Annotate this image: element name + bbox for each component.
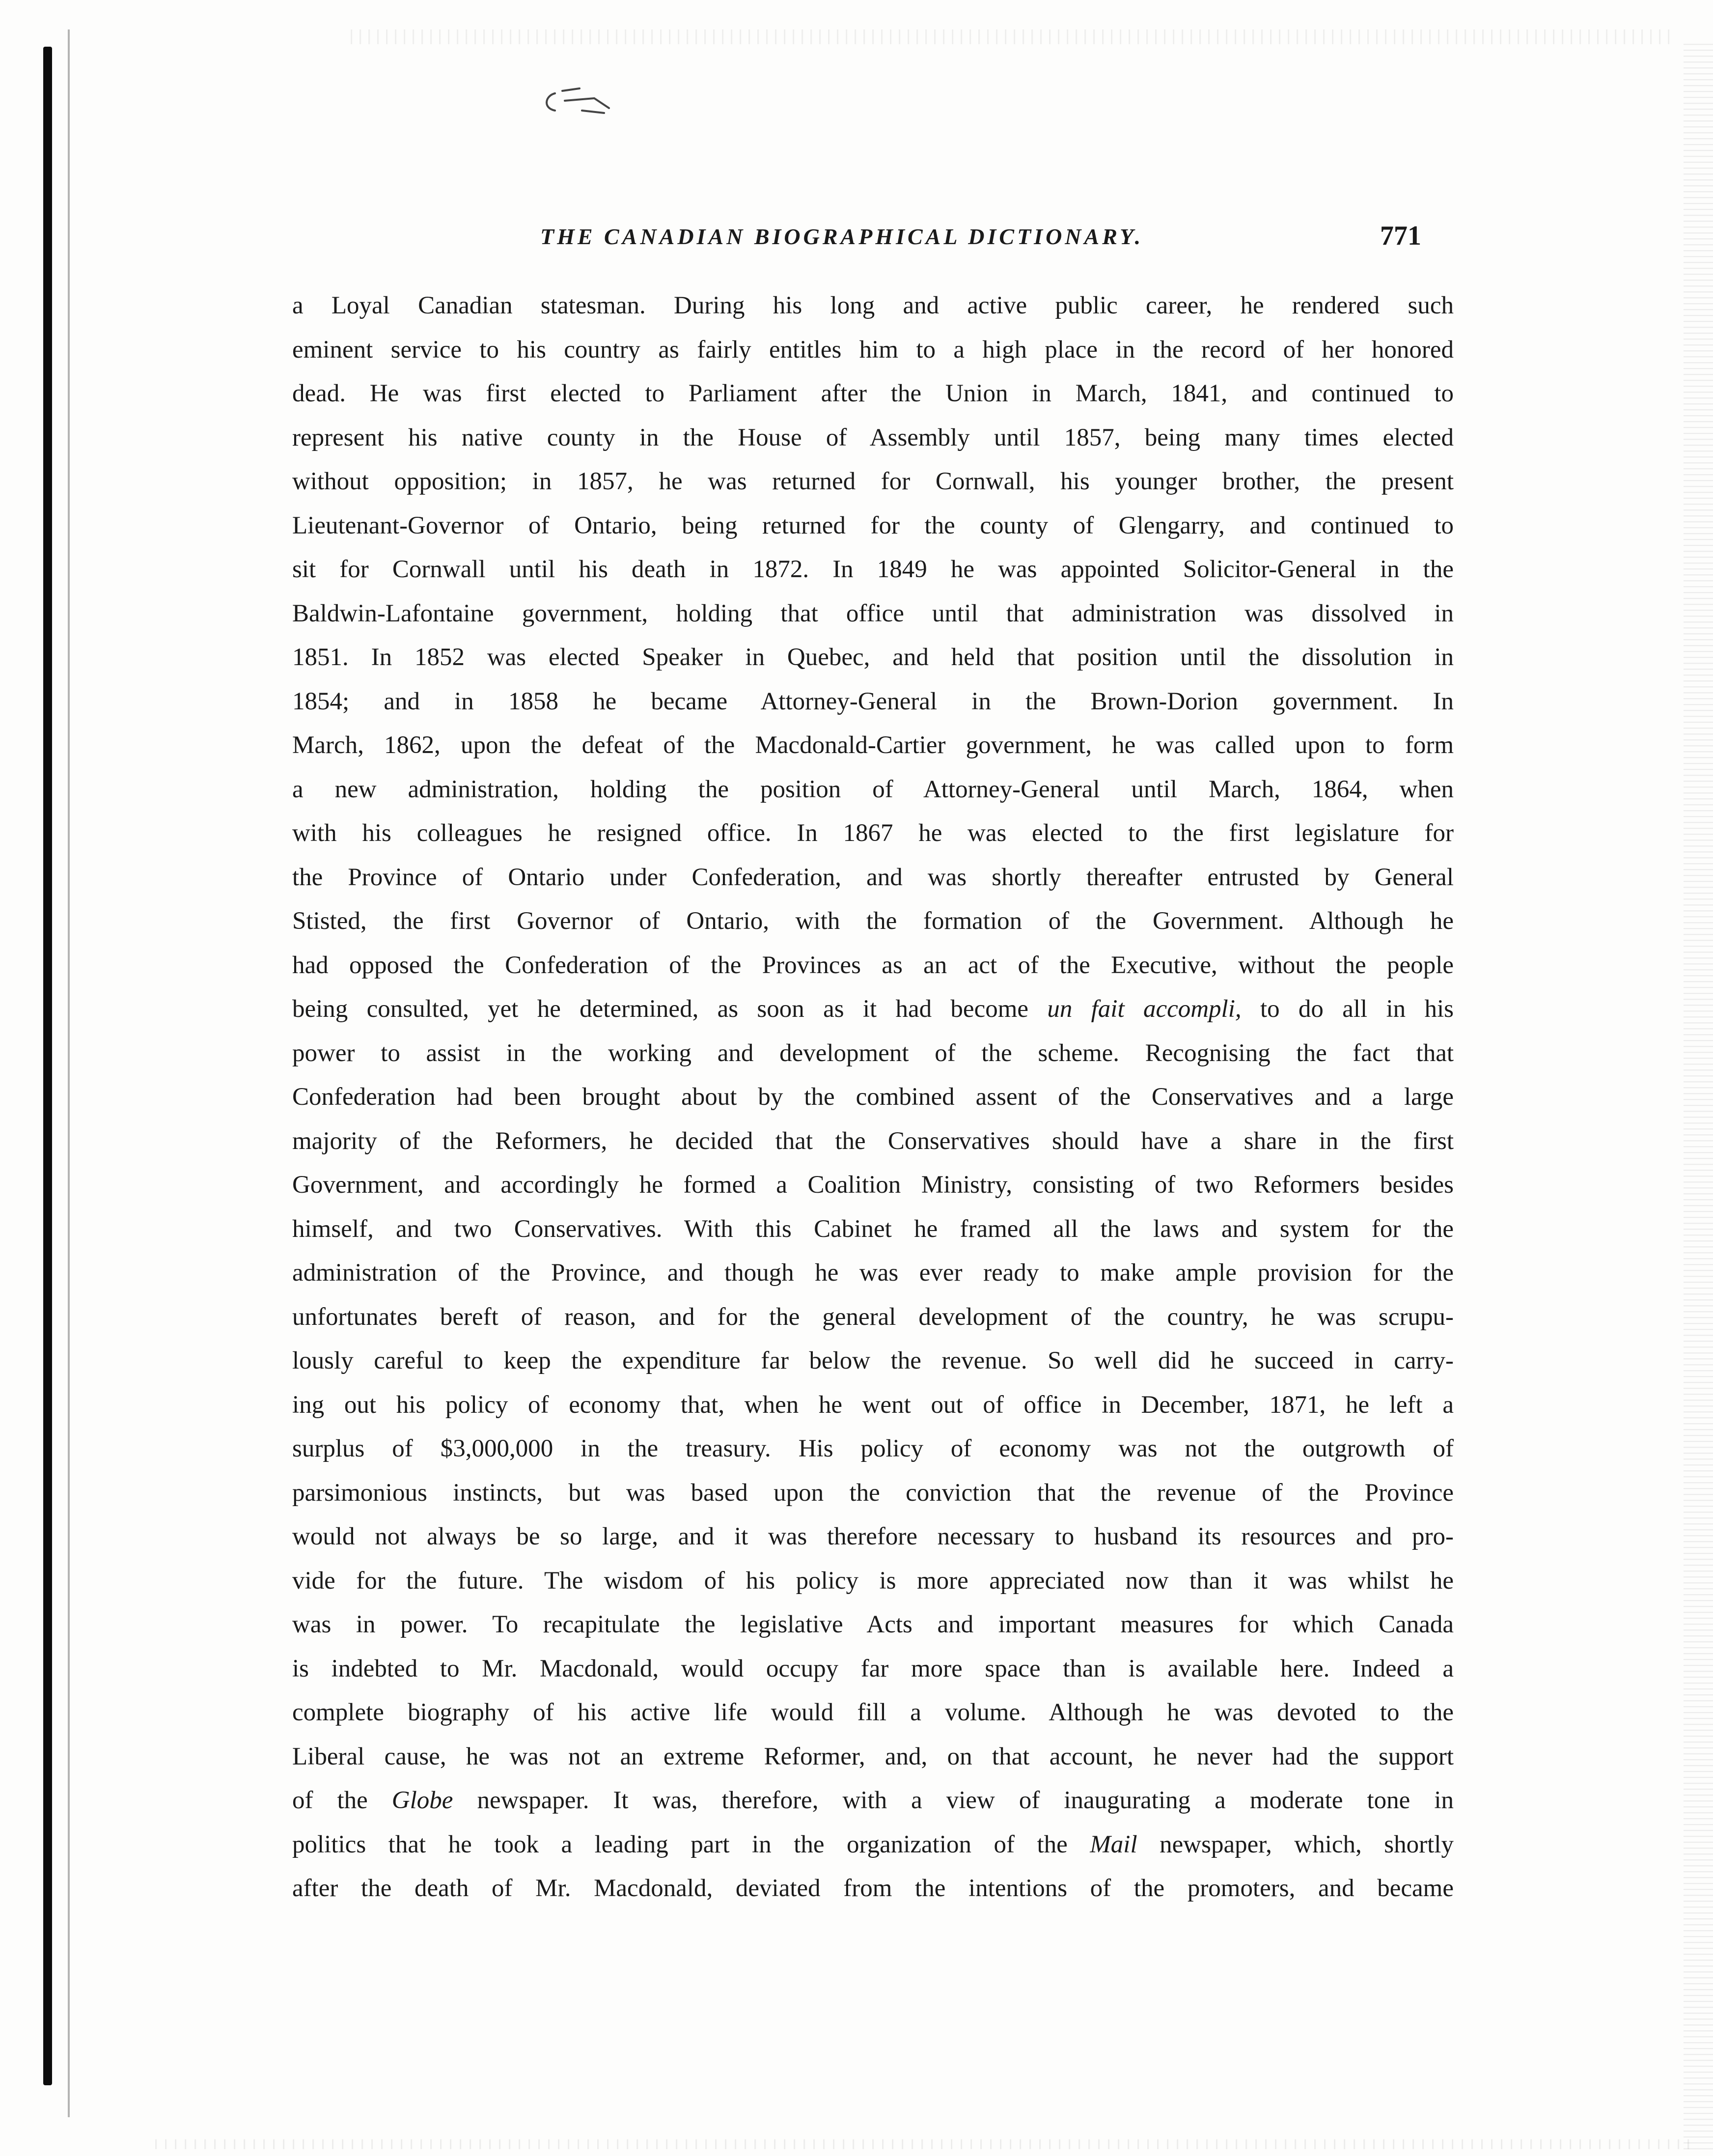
text-line-with-italic (292, 1779, 1454, 1823)
text-line: vide for the future. The wisdom of his policy is more appreciated now than it was whilst he (292, 1567, 1454, 1595)
text-line: administration of the Province, and though he was ever ready to make ample provision for the (292, 1259, 1454, 1287)
text-line: is indebted to Mr. Macdonald, would occupy far more space than is available here. Indeed a (292, 1654, 1454, 1682)
text-line: a Loyal Canadian statesman. During his long and active public career, he rendered such (292, 292, 1454, 319)
text-line: 1854; and in 1858 he became Attorney-General in the Brown-Dorion government. In (292, 687, 1454, 715)
pencil-scribble-mark (535, 74, 663, 128)
text-line: dead. He was first elected to Parliament after the Union in March, 1841, and continued to (292, 380, 1454, 407)
text-line: with his colleagues he resigned office. In 1867 he was elected to the first legislature for (292, 819, 1454, 847)
text-line: Stisted, the first Governor of Ontario, with the formation of the Government. Although he (292, 907, 1454, 935)
text-line-with-italic (292, 1823, 1454, 1867)
text-run: of the (292, 1787, 392, 1814)
text-line: majority of the Reformers, he decided that the Conservatives should have a share in the first (292, 1127, 1454, 1155)
text-line: was in power. To recapitulate the legislative Acts and important measures for which Canada (292, 1611, 1454, 1638)
page-number: 771 (1380, 221, 1421, 251)
text-line: after the death of Mr. Macdonald, deviated from the intentions of the promoters, and became (292, 1875, 1454, 1902)
text-line: Confederation had been brought about by the combined assent of the Conservatives and a large (292, 1083, 1454, 1111)
text-line: Liberal cause, he was not an extreme Reformer, and, on that account, he never had the support (292, 1742, 1454, 1770)
italic-phrase: un fait accompli, (1047, 995, 1242, 1023)
italic-newspaper-name: Globe (391, 1787, 453, 1814)
gutter-line (68, 29, 70, 2117)
text-line: lously careful to keep the expenditure far below the revenue. So well did he succeed in carry- (292, 1347, 1454, 1374)
text-line: surplus of $3,000,000 in the treasury. His policy of economy was not the outgrowth of (292, 1435, 1454, 1462)
bottom-edge-speckle (147, 2139, 1694, 2149)
text-line: the Province of Ontario under Confederation, and was shortly thereafter entrusted by General (292, 863, 1454, 891)
text-line: eminent service to his country as fairly entitles him to a high place in the record of her honored (292, 336, 1454, 364)
text-line: a new administration, holding the position of Attorney-General until March, 1864, when (292, 775, 1454, 803)
text-line: himself, and two Conservatives. With this Cabinet he framed all the laws and system for the (292, 1215, 1454, 1243)
text-line: Lieutenant-Governor of Ontario, being returned for the county of Glengarry, and continued to (292, 511, 1454, 539)
italic-newspaper-name: Mail (1090, 1830, 1137, 1858)
text-run: to do all in his (1241, 995, 1454, 1023)
running-head-title: THE CANADIAN BIOGRAPHICAL DICTIONARY. (540, 224, 1144, 249)
text-line: without opposition; in 1857, he was returned for Cornwall, his younger brother, the present (292, 468, 1454, 495)
text-line: 1851. In 1852 was elected Speaker in Quebec, and held that position until the dissolution in (292, 644, 1454, 671)
text-line: had opposed the Confederation of the Provinces as an act of the Executive, without the people (292, 951, 1454, 979)
text-run: newspaper, which, shortly (1137, 1830, 1454, 1858)
text-line-with-italic (292, 987, 1454, 1032)
top-edge-speckle (344, 29, 1670, 44)
text-run: politics that he took a leading part in the organization of the (292, 1830, 1090, 1858)
text-line: March, 1862, upon the defeat of the Macdonald-Cartier government, he was called upon to form (292, 731, 1454, 759)
text-line: would not always be so large, and it was therefore necessary to husband its resources and pro- (292, 1523, 1454, 1550)
text-line: unfortunates bereft of reason, and for the general development of the country, he was scrupu- (292, 1303, 1454, 1331)
text-line: power to assist in the working and development of the scheme. Recognising the fact that (292, 1039, 1454, 1067)
text-run: newspaper. It was, therefore, with a view of inaugurating a moderate tone in (453, 1787, 1454, 1814)
text-line: complete biography of his active life would fill a volume. Although he was devoted to the (292, 1699, 1454, 1726)
text-line: Baldwin-Lafontaine government, holding that office until that administration was dissolved in (292, 599, 1454, 627)
text-run: being consulted, yet he determined, as soon as it had become (292, 995, 1048, 1023)
body-paragraph (292, 284, 1454, 1911)
text-line: parsimonious instincts, but was based upon the conviction that the revenue of the Province (292, 1479, 1454, 1507)
text-line: represent his native county in the House of Assembly until 1857, being many times elected (292, 423, 1454, 451)
text-line: sit for Cornwall until his death in 1872. In 1849 he was appointed Solicitor-General in the (292, 556, 1454, 583)
book-spine-shadow (43, 47, 52, 2085)
right-edge-speckle (1684, 39, 1713, 2152)
text-line: Government, and accordingly he formed a Coalition Ministry, consisting of two Reformers besides (292, 1171, 1454, 1199)
text-line: ing out his policy of economy that, when he went out of office in December, 1871, he left a (292, 1391, 1454, 1419)
